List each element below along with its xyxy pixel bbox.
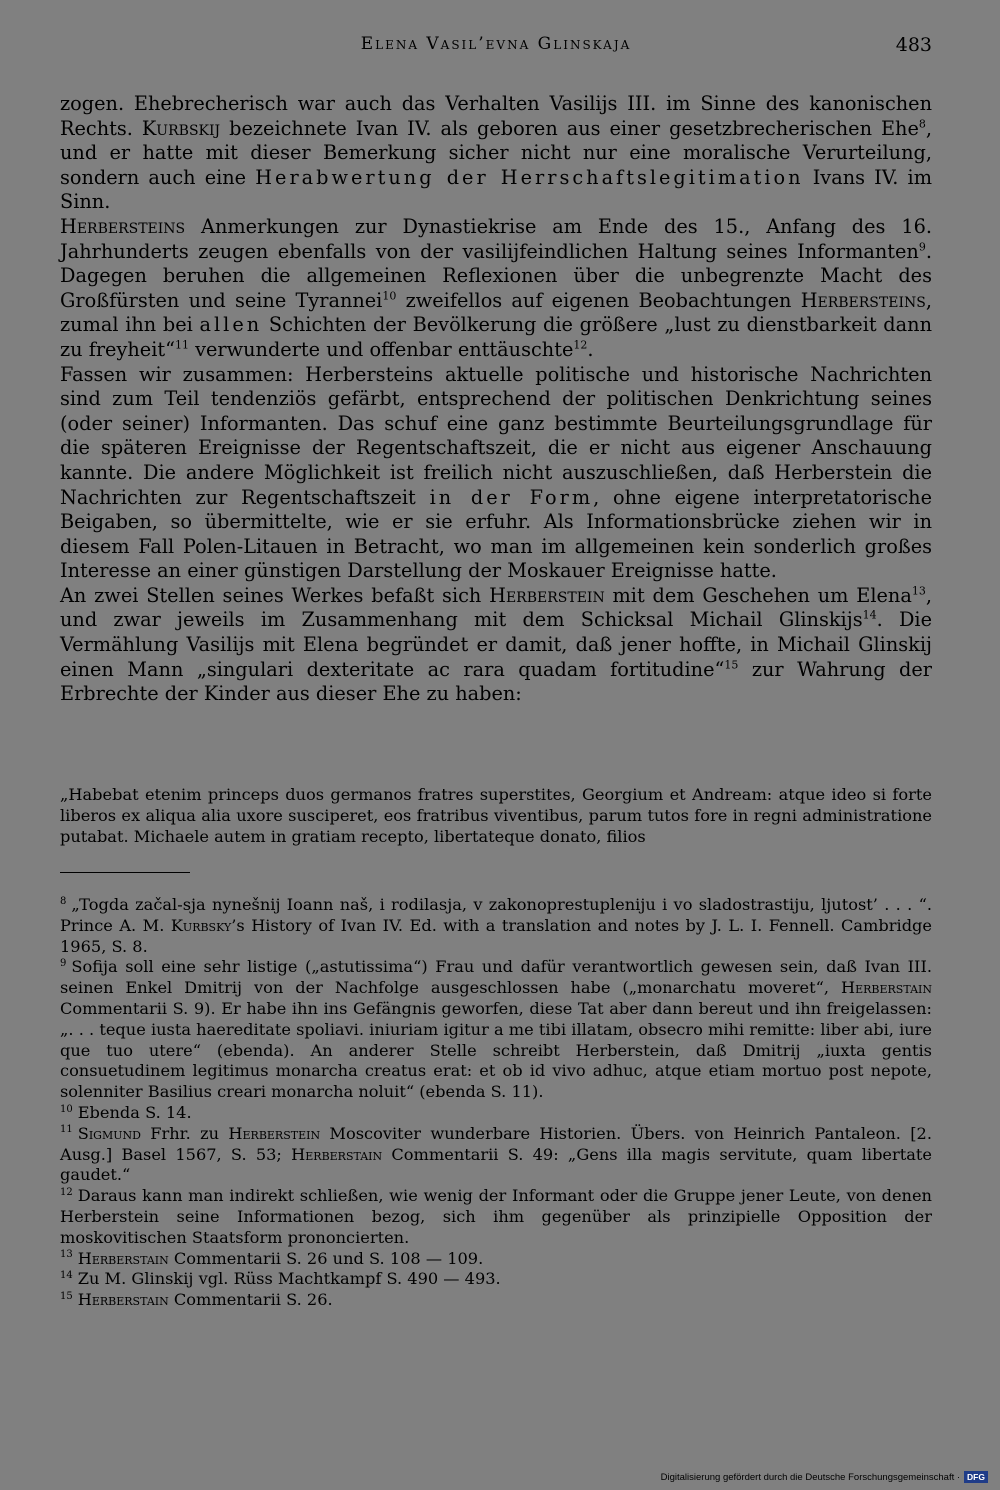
footnote-number: 8	[60, 895, 67, 907]
footnote-text: Daraus kann man indirekt schließen, wie wenig der Informant oder die Gruppe jener Leute, von denen Herberstein seine Informationen bezog, sich ihm gegenüber als prinzipielle Opposition der moskovitischen Staatsform prononcierten.	[60, 1186, 932, 1247]
footnote-12	[60, 1186, 932, 1248]
footnote-ref[interactable]: 14	[862, 609, 877, 623]
author-name: Herberstain	[291, 1144, 383, 1164]
footnote-15	[60, 1290, 932, 1311]
footnote-13	[60, 1249, 932, 1270]
footnote-ref[interactable]: 15	[724, 658, 739, 672]
footnote-text: Commentarii S. 49: „Gens illa magis servitute, quam libertate gaudet.“	[60, 1144, 932, 1185]
footnotes	[60, 895, 932, 1311]
body-text	[60, 92, 932, 707]
text-run: . Dagegen beruhen die allgemeinen Reflexionen über die unbegrenzte Macht des Großfürsten und seine Tyrannei	[60, 239, 932, 312]
emphasis: allen	[199, 313, 263, 337]
footnote-number: 11	[60, 1124, 73, 1136]
text-run: Fassen wir zusammen: Herbersteins aktuelle politische und historische Nachrichten sind zum Teil tendenziös gefärbt, entsprechend der politischen Denkrichtung seines (oder seiner) Informanten. Das schuf eine ganz bestimmte Beurteilungsgrundlage für die späteren Ereignisse der Regentschaftszeit, die er nicht aus eigener Anschauung kannte. Die andere Möglichkeit ist freilich nicht auszuschließen, daß Herberstein die Nachrichten zur Regentschaftszeit	[60, 362, 932, 509]
text-run: bezeichnete Ivan IV. als geboren aus einer gesetzbrecherischen Ehe	[220, 116, 919, 140]
footnote-number: 9	[60, 958, 67, 969]
running-title: Elena Vasil’evna Glinskaja	[360, 34, 632, 54]
footnote-number: 12	[60, 1186, 73, 1198]
footnote-text: Frhr. zu	[140, 1123, 229, 1143]
text-run: An zwei Stellen seines Werkes befaßt sich	[60, 583, 490, 607]
footnote-text: „Togda začal-sja nynešnij Ioann naš, i rodilasja, v zakonoprestupleniju i vo sladostrastiju, ljutost’ . . . “. Prince A. M.	[60, 895, 932, 935]
footnote-ref[interactable]: 8	[918, 117, 926, 131]
author-name: Herberstein	[489, 583, 605, 607]
author-name: Herberstein	[228, 1123, 321, 1143]
paragraph-2	[60, 215, 932, 363]
footnote-11	[60, 1124, 932, 1186]
paragraph-3	[60, 363, 932, 584]
author-name: Herbersteins	[800, 288, 926, 312]
author-name: Kurbskij	[141, 116, 221, 140]
text-run: .	[587, 337, 594, 361]
text-run: , und zwar jeweils im Zusammenhang mit dem Schicksal Michail Glinskijs	[60, 583, 932, 632]
footnote-14	[60, 1269, 932, 1290]
text-run: Schichten der Bevölkerung die größere „lust zu dienstbarkeit dann zu freyheit“	[60, 313, 932, 361]
paragraph-1	[60, 92, 932, 215]
text-run: zogen. Ehebrecherisch war auch das Verhalten Vasilijs III. im Sinne des kanonischen Rechts.	[60, 92, 932, 140]
footnote-number: 13	[60, 1249, 73, 1261]
footnote-ref[interactable]: 13	[911, 584, 926, 598]
footnote-text: Sofija soll eine sehr listige („astutissima“) Frau und dafür verantwortlich gewesen sein, daß Ivan III. seinen Enkel Dmitrij von der Nachfolge ausgeschlossen habe („monarchatu moveret“,	[60, 957, 932, 998]
footnote-text: Ebenda S. 14.	[77, 1102, 192, 1122]
footnote-text: Commentarii S. 26.	[168, 1290, 333, 1310]
footnote-number: 15	[60, 1290, 73, 1302]
dfg-logo-icon: DFG	[964, 1471, 988, 1483]
running-head	[60, 34, 932, 58]
author-name: Herberstain	[840, 978, 932, 998]
text-run: mit dem Geschehen um Elena	[604, 583, 912, 607]
author-name: Herberstain	[77, 1248, 169, 1268]
footnote-ref[interactable]: 11	[174, 338, 189, 352]
text-run: zweifellos auf eigenen Beobachtungen	[396, 288, 801, 312]
footnote-text: Moscoviter wunderbare Historien. Übers. von Heinrich Pantaleon. [2. Ausg.] Basel 1567, S. 53;	[60, 1123, 932, 1164]
footnote-divider	[60, 872, 190, 873]
text-run: Anmerkungen zur Dynastiekrise am Ende des 15., Anfang des 16. Jahrhunderts zeugen ebenfalls von der vasilijfeindlichen Haltung seines Informanten	[60, 214, 932, 263]
footnote-10	[60, 1103, 932, 1124]
page-number: 483	[895, 34, 932, 56]
text-run: , ohne eigene interpretatorische Beigaben, so übermittelte, wie er sie erfuhr. Als Informationsbrücke ziehen wir in diesem Fall Polen-Litauen in Betracht, wo man im allgemeinen kein sonderlich großes Interesse an einer günstigen Darstellung der Moskauer Ereignisse hatte.	[60, 485, 932, 583]
paragraph-4	[60, 584, 932, 707]
footnote-number: 14	[60, 1269, 73, 1281]
text-run: , und er hatte mit dieser Bemerkung sicher nicht nur eine moralische Verurteilung, sondern auch eine	[60, 116, 933, 189]
author-name: Herberstain	[77, 1290, 169, 1310]
author-name: Herbersteins	[60, 214, 186, 238]
footnote-9	[60, 957, 932, 1103]
text-run: zur Wahrung der Erbrechte der Kinder aus dieser Ehe zu haben:	[60, 657, 932, 706]
credit-text: Digitalisierung gefördert durch die Deutsche Forschungsgemeinschaft ·	[660, 1471, 961, 1483]
text-run: verwunderte und offenbar enttäuschte	[188, 337, 574, 361]
author-name: Sigmund	[77, 1123, 141, 1143]
footnote-ref[interactable]: 12	[573, 338, 588, 352]
emphasis: Herabwertung der Herrschaftslegitimation	[255, 165, 804, 189]
footnote-ref[interactable]: 10	[382, 289, 397, 303]
footnote-ref[interactable]: 9	[918, 240, 926, 254]
footnote-text: Commentarii S. 26 und S. 108 — 109.	[168, 1248, 484, 1268]
digitization-credit	[661, 1470, 988, 1484]
footnote-8	[60, 895, 932, 957]
text-run: Ivans IV. im Sinn.	[60, 165, 933, 214]
author-name: Kurbsky	[170, 915, 232, 935]
text-run: . Die Vermählung Vasilijs mit Elena begründet er damit, daß jener hoffte, in Michail Glinskij einen Mann „singulari dexteritate ac rara quadam fortitudine“	[60, 608, 933, 681]
block-quote: „Habebat etenim princeps duos germanos fratres superstites, Georgium et Andream: atque ideo si forte liberos ex aliqua alia uxore susciperet, eos fratribus viventibus, parum tutos fore in regni administratione putabat. Michaele autem in gratiam recepto, libertateque donato, filios	[60, 785, 932, 846]
footnote-text: Zu M. Glinskij vgl. Rüss Machtkampf S. 490 — 493.	[77, 1269, 501, 1289]
emphasis: in der Form	[429, 485, 594, 509]
footnote-text: ’s History of Ivan IV. Ed. with a translation and notes by J. L. I. Fennell. Cambridge 1965, S. 8.	[60, 915, 932, 956]
footnote-number: 10	[60, 1103, 73, 1115]
footnote-text: Commentarii S. 9). Er habe ihn ins Gefängnis geworfen, diese Tat aber dann bereut und ihn freigelassen: „. . . teque iusta haereditate spoliavi. iniuriam igitur a me tibi illatam, obsecro mihi remitte: liber abi, iure que tuo utere“ (ebenda). An anderer Stelle schreibt Herberstein, daß Dmitrij „iuxta gentis consuetudinem legitimus monarcha creatus erat: et ob id vivo adhuc, atque etiam mortuo post nepote, solenniter Basilius creari monarcha noluit“ (ebenda S. 11).	[60, 998, 932, 1102]
text-run: , zumal ihn bei	[60, 288, 932, 337]
